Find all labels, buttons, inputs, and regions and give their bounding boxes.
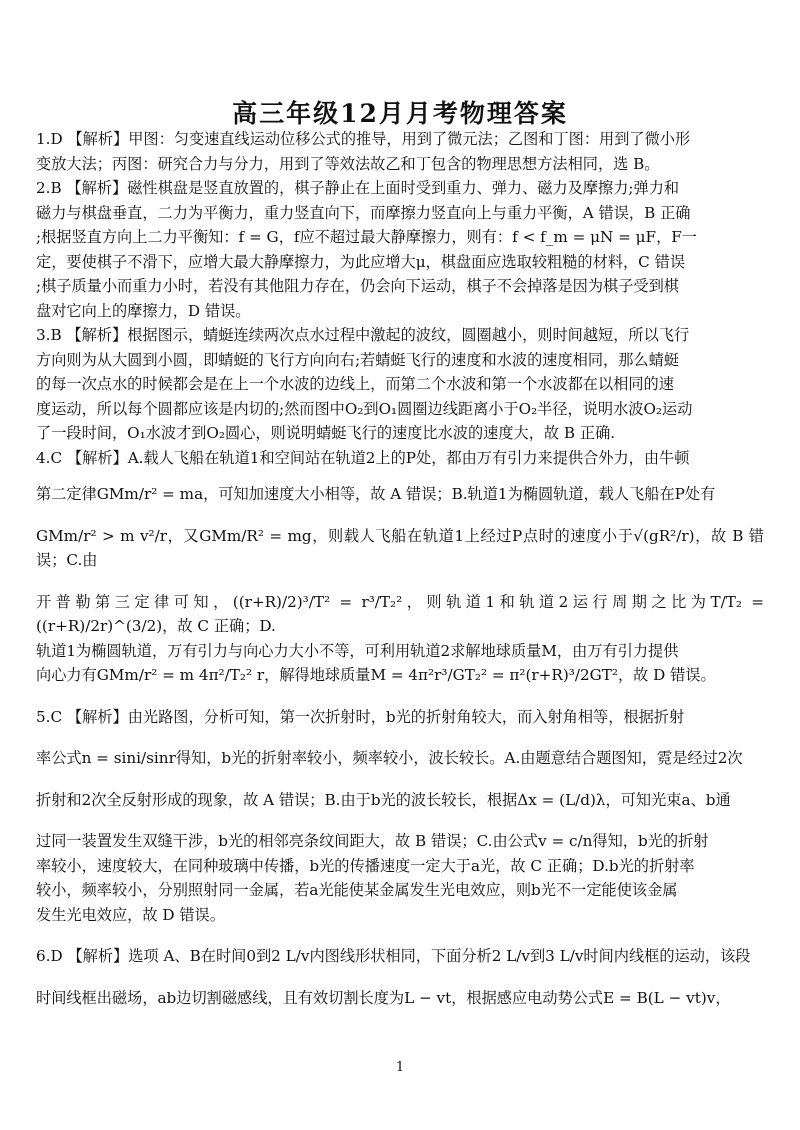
text-line: 6.D 【解析】选项 A、B在时间0到2 L/v内图线形状相同，下面分析2 L/v到3 L/v时间内线框的运动，该段 (36, 947, 751, 965)
text-line: 盘对它向上的摩擦力，D 错误。 (36, 301, 251, 320)
text-line: 向心力有GMm/r² = m 4π²/T₂² r，解得地球质量M = 4π²r³/GT₂² = π²(r+R)³/2GT²，故 D 错误。 (36, 666, 716, 684)
text-line: ;根据竖直方向上二力平衡知：f = G，f应不超过最大静摩擦力，则有：f < f_m = μN = μF，F一 (36, 228, 697, 246)
text-line: 过同一装置发生双缝干涉，b光的相邻亮条纹间距大，故 B 错误；C.由公式v = c/n得知，b光的折射 (36, 832, 709, 850)
text-line: 定，要使棋子不滑下，应增大最大静摩擦力，为此应增大μ，棋盘面应选取较粗糙的材料，C 错误 (36, 252, 686, 271)
text-line: 的每一次点水的时候都会是在上一个水波的边线上，而第二个水波和第一个水波都在以相同的速 (36, 375, 674, 393)
text-line: 度运动，所以每个圆都应该是内切的;然而图中O₂到O₁圆圈边线距离小于O₂半径，说明水波O₂运动 (36, 399, 693, 418)
text-line: 时间线框出磁场，ab边切割磁感线，且有效切割长度为L − vt，根据感应电动势公式E = B(L − vt)v， (36, 988, 731, 1007)
answer-1 (36, 127, 764, 176)
text-line: 率公式n = sini/sinr得知，b光的折射率较小，频率较小，波长较长。A.由题意结合题图知，霓是经过2次 (36, 749, 743, 767)
text-line: 变放大法；丙图：研究合力与分力，用到了等效法故乙和丁包含的物理思想方法相同，选 B。 (36, 154, 660, 173)
text-line: 第二定律GMm/r² = ma，可知加速度大小相等，故 A 错误；B.轨道1为椭圆轨道，载人飞船在P处有 (36, 485, 716, 503)
text-line: 较小，频率较小，分别照射同一金属，若a光能使某金属发生光电效应，则b光不一定能使该金属 (36, 881, 678, 899)
answer-6 (36, 944, 764, 1010)
page-title: 高三年级12月月考物理答案 (232, 99, 568, 128)
text-line: ;棋子质量小而重力小时，若没有其他阻力存在，仍会向下运动，棋子不会掉落是因为棋子受到棋 (36, 277, 679, 295)
text-line: 开普勒第三定律可知，((r+R)/2)³/T² = r³/T₂²，则轨道1和轨道2运行周期之比为T/T₂ = ((r+R)/2r)^(3/2)，故 C 正确；D. (36, 592, 764, 635)
page-number: 1 (395, 1060, 405, 1075)
text-line: 了一段时间，O₁水波才到O₂圆心，则说明蜻蜓飞行的速度比水波的速度大，故 B 正确. (36, 424, 616, 442)
text-line: 折射和2次全反射形成的现象，故 A 错误；B.由于b光的波长较长，根据Δx = (L/d)λ，可知光束a、b通 (36, 790, 731, 809)
text-line: 方向则为从大圆到小圆，即蜻蜓的飞行方向向右;若蜻蜓飞行的速度和水波的速度相同，那么蜻蜓 (36, 350, 679, 369)
text-line: 发生光电效应，故 D 错误。 (36, 905, 225, 924)
answer-2 (36, 176, 764, 323)
text-line: 4.C 【解析】A.载人飞船在轨道1和空间站在轨道2上的P处，都由万有引力来提供合外力，由牛顿 (36, 448, 690, 467)
answer-3 (36, 323, 764, 446)
text-line: GMm/r² > m v²/r，又GMm/R² = mg，则载人飞船在轨道1上经过P点时的速度小于√(gR²/r)，故 B 错误；C.由 (36, 526, 764, 569)
text-line: 磁力与棋盘垂直，二力为平衡力，重力竖直向下，而摩擦力竖直向上与重力平衡，A 错误，B 正确 (36, 203, 691, 222)
text-line: 轨道1为椭圆轨道，万有引力与向心力大小不等，可利用轨道2求解地球质量M，由万有引力提供 (36, 641, 679, 660)
text-line: 3.B 【解析】根据图示，蜻蜓连续两次点水过程中激起的波纹，圆圈越小，则时间越短，所以飞行 (36, 326, 690, 344)
text-line: 率较小，速度较大，在同种玻璃中传播，b光的传播速度一定大于a光，故 C 正确；D.b光的折射率 (36, 856, 695, 875)
answer-body (36, 127, 764, 1010)
text-line: 2.B 【解析】磁性棋盘是竖直放置的，棋子静止在上面时受到重力、弹力、磁力及摩擦力;弹力和 (36, 179, 680, 197)
text-line: 5.C 【解析】由光路图，分析可知，第一次折射时，b光的折射角较大，而入射角相等，根据折射 (36, 707, 685, 726)
text-line: 1.D 【解析】甲图：匀变速直线运动位移公式的推导，用到了微元法；乙图和丁图：用到了微小形 (36, 130, 691, 148)
answer-5 (36, 705, 764, 928)
answer-4 (36, 446, 764, 688)
